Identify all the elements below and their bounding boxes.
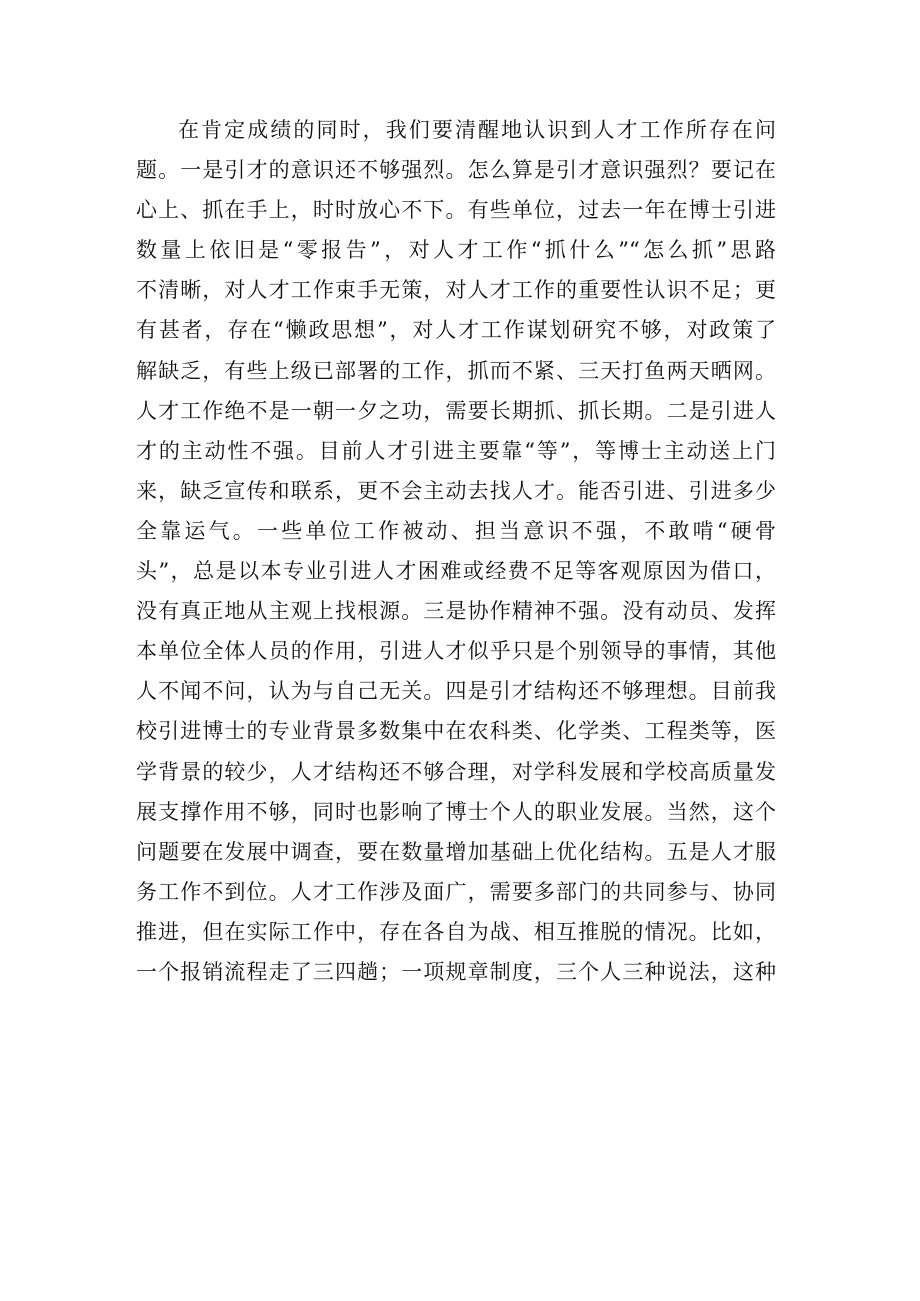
- text-line: 校引进博士的专业背景多数集中在农科类、化学类、工程类等，医: [136, 719, 776, 744]
- text-line: 推进，但在实际工作中，存在各自为战、相互推脱的情况。比如，: [136, 919, 776, 944]
- text-line: 头”，总是以本专业引进人才困难或经费不足等客观原因为借口，: [136, 559, 776, 584]
- text-line: 人不闻不问，认为与自己无关。四是引才结构还不够理想。目前我: [136, 679, 776, 704]
- text-line: 数量上依旧是“零报告”，对人才工作“抓什么”“怎么抓”思路: [136, 238, 776, 263]
- text-line: 在肯定成绩的同时，我们要清醒地认识到人才工作所存在问: [178, 118, 776, 142]
- text-line: 展支撑作用不够，同时也影响了博士个人的职业发展。当然，这个: [136, 799, 776, 824]
- text-line: 本单位全体人员的作用，引进人才似乎只是个别领导的事情，其他: [136, 639, 776, 664]
- text-line: 解缺乏，有些上级已部署的工作，抓而不紧、三天打鱼两天晒网。: [136, 358, 776, 383]
- text-line: 人才工作绝不是一朝一夕之功，需要长期抓、抓长期。二是引进人: [136, 398, 776, 423]
- text-line: 有甚者，存在“懒政思想”，对人才工作谋划研究不够，对政策了: [136, 318, 776, 343]
- text-line: 心上、抓在手上，时时放心不下。有些单位，过去一年在博士引进: [136, 198, 776, 223]
- text-line: 问题要在发展中调查，要在数量增加基础上优化结构。五是人才服: [136, 839, 776, 864]
- text-line: 不清晰，对人才工作束手无策，对人才工作的重要性认识不足；更: [136, 278, 776, 303]
- text-line: 全靠运气。一些单位工作被动、担当意识不强，不敢啃“硬骨: [136, 518, 776, 543]
- text-line: 一个报销流程走了三四趟；一项规章制度，三个人三种说法，这种: [136, 959, 776, 984]
- text-line: 务工作不到位。人才工作涉及面广，需要多部门的共同参与、协同: [136, 879, 776, 904]
- text-line: 题。一是引才的意识还不够强烈。怎么算是引才意识强烈？要记在: [136, 158, 776, 183]
- body-paragraph: [136, 110, 776, 992]
- text-line: 来，缺乏宣传和联系，更不会主动去找人才。能否引进、引进多少: [136, 478, 776, 503]
- text-line: 学背景的较少，人才结构还不够合理，对学科发展和学校高质量发: [136, 759, 776, 784]
- text-line: 没有真正地从主观上找根源。三是协作精神不强。没有动员、发挥: [136, 599, 776, 624]
- text-line: 才的主动性不强。目前人才引进主要靠“等”，等博士主动送上门: [136, 438, 776, 463]
